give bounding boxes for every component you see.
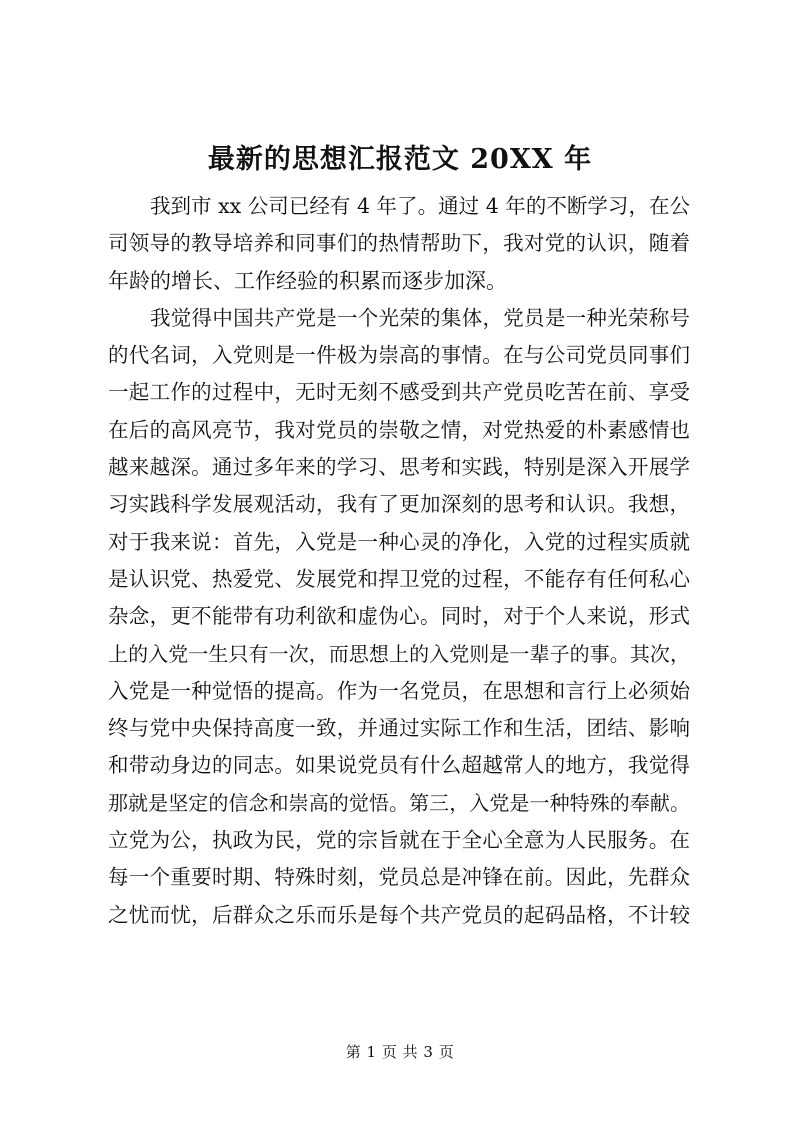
paragraph-2-line-8: 是认识党、热爱党、发展党和捍卫党的过程，不能存有任何私心 [108,566,690,591]
paragraph-1-line-3: 年龄的增长、工作经验的积累而逐步加深。 [108,268,507,293]
paragraph-1-line-1: 我到市 xx 公司已经有 4 年了。通过 4 年的不断学习，在公 [150,194,690,218]
paragraph-2-line-9: 杂念，更不能带有功利欲和虚伪心。同时，对于个人来说，形式 [108,604,690,629]
page-footer: 第 1 页 共 3 页 [345,1043,455,1061]
paragraph-2-line-5: 越来越深。通过多年来的学习、思考和实践，特别是深入开展学 [108,455,690,480]
paragraph-2-line-4: 在后的高风亮节，我对党员的崇敬之情，对党热爱的朴素感情也 [108,417,690,442]
paragraph-2-line-2: 的代名词，入党则是一件极为崇高的事情。在与公司党员同事们 [108,343,690,368]
paragraph-2-line-1: 我觉得中国共产党是一个光荣的集体，党员是一种光荣称号 [150,305,690,330]
paragraph-2-line-12: 终与党中央保持高度一致，并通过实际工作和生活，团结、影响 [108,716,690,741]
document-body [108,188,690,934]
paragraph-2-line-17: 之忧而忧，后群众之乐而乐是每个共产党员的起码品格，不计较 [108,902,690,927]
paragraph-2-line-10: 上的入党一生只有一次，而思想上的入党则是一辈子的事。其次， [108,641,690,666]
paragraph-2-line-3: 一起工作的过程中，无时无刻不感受到共产党员吃苦在前、享受 [108,380,690,405]
paragraph-2-line-16: 每一个重要时期、特殊时刻，党员总是冲锋在前。因此，先群众 [108,865,690,890]
document-title: 最新的思想汇报范文 20XX 年 [207,144,593,175]
paragraph-2-line-14: 那就是坚定的信念和崇高的觉悟。第三，入党是一种特殊的奉献。 [108,790,690,815]
paragraph-2-line-6: 习实践科学发展观活动，我有了更加深刻的思考和认识。我想， [108,492,690,517]
paragraph-2-line-13: 和带动身边的同志。如果说党员有什么超越常人的地方，我觉得 [108,753,690,778]
paragraph-2-line-15: 立党为公，执政为民，党的宗旨就在于全心全意为人民服务。在 [108,828,690,853]
paragraph-1-line-2: 司领导的教导培养和同事们的热情帮助下，我对党的认识，随着 [108,231,690,256]
paragraph-2-line-11: 入党是一种觉悟的提高。作为一名党员，在思想和言行上必须始 [108,678,690,703]
paragraph-2-line-7: 对于我来说：首先，入党是一种心灵的净化，入党的过程实质就 [108,529,690,554]
